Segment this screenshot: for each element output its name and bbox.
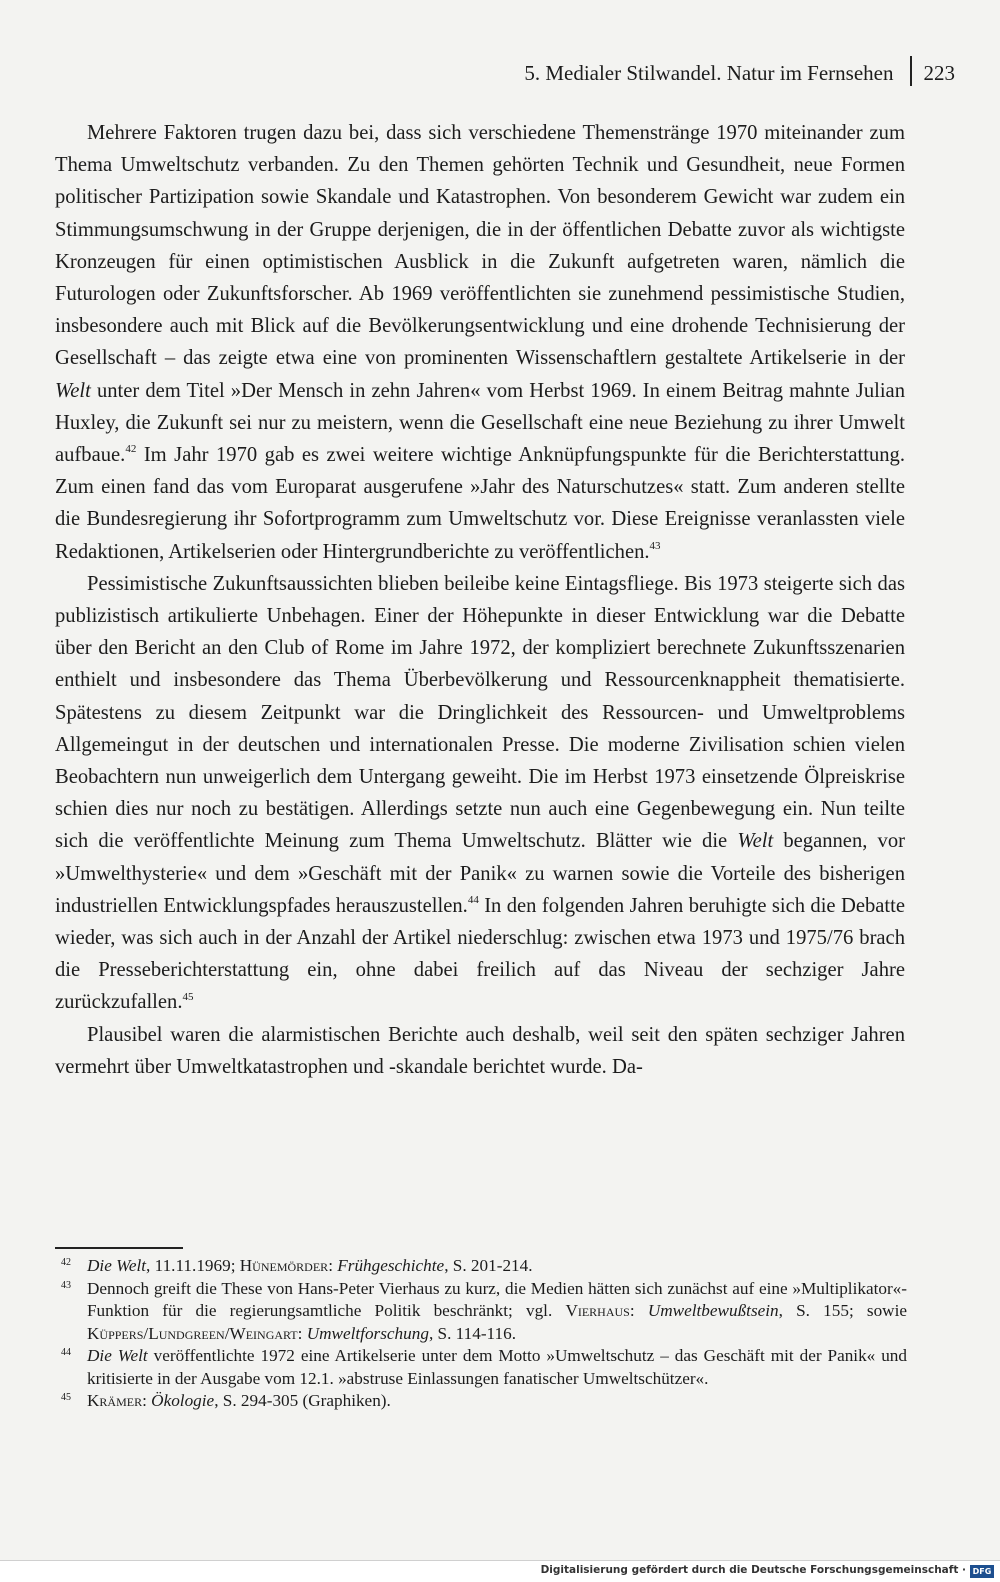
text-run: , S. 114-116. — [428, 1323, 516, 1343]
footnote-ref[interactable]: 44 — [467, 894, 479, 907]
text-run: unter dem Titel »Der Mensch in zehn Jahren« vom Herbst 1969. In einem Beitrag mahnte Julian Huxley, die Zukunft sei nur zu meistern, wenn die Gesellschaft eine neue Beziehung zu ihrer Umwelt aufbaue. — [55, 379, 905, 467]
footnote-number: 42 — [61, 1257, 71, 1268]
footnote-ref[interactable]: 45 — [182, 990, 194, 1003]
paragraph-3: Plausibel waren die alarmistischen Berichte auch deshalb, weil seit den späten sechziger Jahren vermehrt über Umweltkatastrophen und -skandale berichtet wurde. Da- — [55, 1023, 905, 1078]
body-text — [55, 117, 905, 1083]
footnote-number: 44 — [61, 1347, 71, 1358]
text-run: , S. 155; sowie — [778, 1301, 907, 1320]
text-run: Im Jahr 1970 gab es zwei weitere wichtige Anknüpfungspunkte für die Berichterstattung. Zum einen fand das vom Europarat ausgerufene »Jahr des Naturschutzes« statt. Zum anderen stellte die Bundesregierung ihr Sofortprogramm zum Umweltschutz vor. Diese Ereignisse veranlassten viele Redaktionen, Artikelserien oder Hintergrundberichte zu veröffentlichen. — [55, 444, 905, 563]
text-run: : — [328, 1256, 338, 1275]
page-number: 223 — [923, 60, 955, 85]
footnote-43 — [55, 1278, 907, 1346]
footnote-number: 43 — [61, 1279, 71, 1291]
footnote-44 — [55, 1345, 907, 1390]
text-run: , S. 294-305 (Graphiken). — [214, 1391, 391, 1410]
footnote-45 — [55, 1390, 907, 1413]
paragraph-2 — [55, 568, 905, 1019]
text-run: : — [142, 1391, 152, 1410]
text-run: In den folgenden Jahren beruhigte sich die Debatte wieder, was sich auch in der Anzahl der Artikel niederschlug: zwischen etwa 1973 und 1975/76 brach die Presseberichterstattung ein, ohne dabei freilich auf das Niveau der sechziger Jahre zurückzufallen. — [55, 894, 905, 1014]
italic-title: Die Welt — [87, 1346, 148, 1365]
text-run: Pessimistische Zukunftsaussichten blieben beileibe keine Eintagsfliege. Bis 1973 steigerte sich das publizistisch artikulierte Unbehagen. Einer der Höhepunkte in dieser Entwicklung war die Debatte über den Bericht an den Club of Rome im Jahre 1972, der kompliziert berechnete Zukunftsszenarien enthielt und insbesondere das Thema Überbevölkerung und Ressourcenknappheit thematisierte. Spätestens zu diesem Zeitpunkt war die Dringlichkeit des Ressourcen- und Umweltproblems Allgemeingut in der deutschen und internationalen Presse. Die moderne Zivilisation schien vielen Beobachtern nun unweigerlich dem Untergang geweiht. Die im Herbst 1973 einsetzende Ölpreiskrise schien dies nur noch zu bestätigen. Allerdings setzte nun auch eine Gegenbewegung ein. Nun teilte sich die veröffentlichte Meinung zum Thema Umweltschutz. Blätter wie die — [55, 572, 905, 853]
paragraph-1 — [55, 117, 905, 568]
header-divider — [910, 56, 912, 86]
author-name: Küppers/Lundgreen/Weingart — [87, 1323, 298, 1343]
italic-title: Umweltbewußtsein — [647, 1301, 779, 1320]
digitization-credit: Digitalisierung gefördert durch die Deutsche Forschungsgemeinschaft · — [540, 1564, 966, 1576]
text-run: : — [629, 1301, 648, 1320]
footnote-42 — [55, 1255, 907, 1278]
digitization-footer — [0, 1560, 1000, 1582]
text-run: Mehrere Faktoren trugen dazu bei, dass sich verschiedene Themenstränge 1970 miteinander zum Thema Umweltschutz verbanden. Zu den Themen gehörten Technik und Gesundheit, neue Formen politischer Partizipation sowie Skandale und Katastrophen. Von besonderem Gewicht war zudem ein Stimmungsumschwung in der Gruppe derjenigen, die in der öffentlichen Debatte zuvor als wichtigste Kronzeugen für einen optimistischen Ausblick in die Zukunft aufgetreten waren, nämlich die Futurologen oder Zukunftsforscher. Ab 1969 veröffentlichten sie zunehmend pessimistische Studien, insbesondere auch mit Blick auf die Bevölkerungsentwicklung und eine drohende Technisierung der Gesellschaft – das zeigte etwa eine von prominenten Wissenschaftlern gestaltete Artikelserie in der — [55, 122, 905, 370]
text-run: : — [297, 1323, 307, 1343]
chapter-title: 5. Medialer Stilwandel. Natur im Fernsehen — [524, 60, 894, 85]
italic-title: Umweltforschung — [306, 1323, 429, 1343]
footnote-ref[interactable]: 42 — [125, 443, 137, 456]
footnotes — [55, 1255, 907, 1413]
text-run: Dennoch greift die These von Hans-Peter Vierhaus zu kurz, die Medien hätten sich zunächst auf eine »Multiplikator«-Funktion für die regierungsamtliche Politik beschränkt; vgl. — [87, 1278, 907, 1320]
author-name: Krämer — [87, 1391, 143, 1410]
author-name: Vierhaus — [565, 1301, 630, 1320]
text-run: , S. 201-214. — [444, 1256, 533, 1275]
italic-title: Welt — [737, 830, 774, 853]
footnote-ref[interactable]: 43 — [649, 539, 661, 552]
italic-title: Ökologie — [151, 1391, 215, 1410]
author-name: Hünemörder — [239, 1256, 329, 1275]
text-run: begannen, vor »Umwelthysterie« und dem »Geschäft mit der Panik« zu warnen sowie die Vorteile des bisherigen industriellen Entwicklungspfades herauszustellen. — [55, 830, 905, 917]
italic-title: Frühgeschichte — [337, 1256, 445, 1275]
footnote-number: 45 — [61, 1392, 71, 1403]
italic-title: Die Welt — [87, 1256, 147, 1275]
text-run: , 11.11.1969; — [146, 1256, 240, 1275]
running-head — [524, 58, 955, 88]
footnote-divider — [55, 1247, 183, 1249]
dfg-logo-icon[interactable]: DFG — [970, 1565, 994, 1578]
text-run: veröffentlichte 1972 eine Artikelserie unter dem Motto »Umweltschutz – das Geschäft mit der Panik« und kritisierte in der Ausgabe vom 12.1. »abstruse Einlassungen fanatischer Umweltschützer«. — [87, 1346, 907, 1388]
italic-title: Welt — [55, 379, 91, 402]
